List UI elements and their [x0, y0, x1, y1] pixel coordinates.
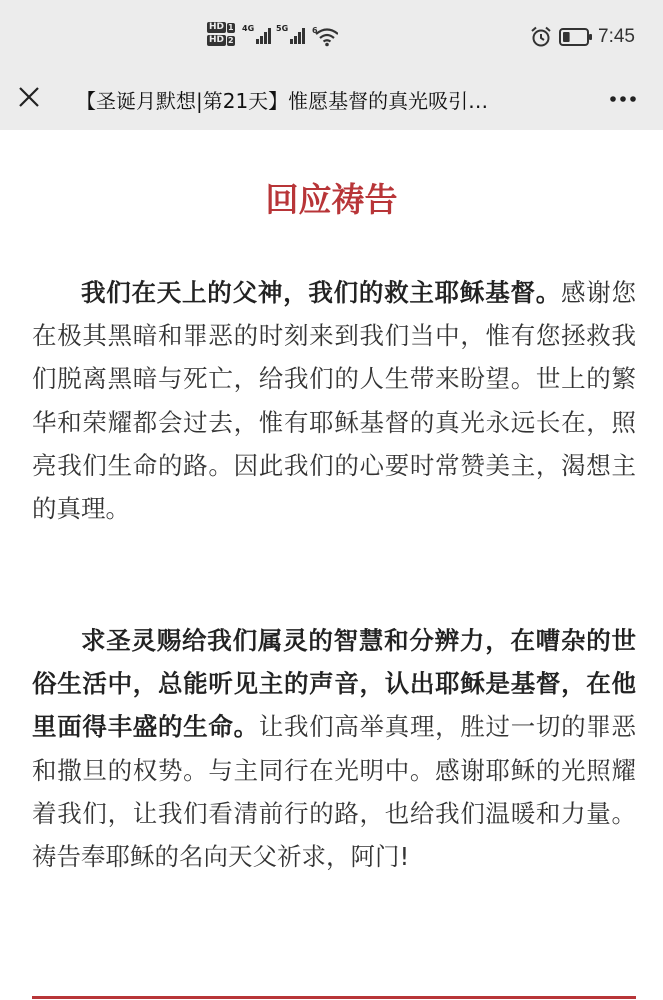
sim1-number: 1: [228, 22, 234, 32]
sim2-hd-label: HD: [209, 35, 225, 45]
prayer-paragraph-2: [32, 619, 636, 878]
battery-icon: [559, 28, 593, 50]
status-bar: [0, 0, 663, 72]
close-icon: [18, 86, 40, 108]
paragraph-1-bold: 我们在天上的父神，我们的救主耶稣基督。: [81, 278, 561, 307]
paragraph-2-text: 让我们高举真理，胜过一切的罪恶和撒旦的权势。与主同行在光明中。感谢耶稣的光照耀着我们，让我们看清前行的路，也给我们温暖和力量。祷告奉耶稣的名向天父祈求，阿门!: [32, 712, 637, 872]
page-title: 【圣诞月默想|第21天】惟愿基督的真光吸引…: [76, 89, 489, 113]
more-button[interactable]: [603, 84, 643, 114]
signal-icon: [242, 24, 271, 44]
close-button[interactable]: [14, 82, 44, 112]
sim1-hd-label: HD: [209, 22, 225, 32]
prayer-paragraph-1: [32, 271, 636, 530]
wifi-icon: [312, 25, 338, 51]
more-icon: [609, 95, 637, 103]
sim1-hd-badge: [207, 22, 235, 33]
network-type-1: 4G: [242, 24, 255, 33]
clock: 7:45: [598, 26, 635, 47]
section-divider: [32, 996, 636, 999]
wifi-label: 6: [312, 26, 318, 35]
paragraph-2-bold: 求圣灵赐给我们属灵的智慧和分辨力，在嘈杂的世俗生活中，总能听见主的声音，认出耶稣是基督，在他里面得丰盛的生命。: [32, 626, 636, 742]
paragraph-1-text: 感谢您在极其黑暗和罪恶的时刻来到我们当中，惟有您拯救我们脱离黑暗与死亡，给我们的人生带来盼望。世上的繁华和荣耀都会过去，惟有耶稣基督的真光永远长在，照亮我们生命的路。因此我们的心要时常赞美主，渴想主的真理。: [32, 278, 637, 524]
article-content: [0, 130, 663, 1000]
sim2-number: 2: [228, 35, 234, 45]
title-bar: [0, 72, 663, 130]
sim2-hd-badge: [207, 35, 235, 46]
signal-icon: [276, 24, 305, 44]
network-type-2: 5G: [276, 24, 289, 33]
sim-indicators: [207, 22, 235, 46]
alarm-icon: [530, 26, 552, 52]
article-heading: 回应祷告: [265, 180, 398, 219]
